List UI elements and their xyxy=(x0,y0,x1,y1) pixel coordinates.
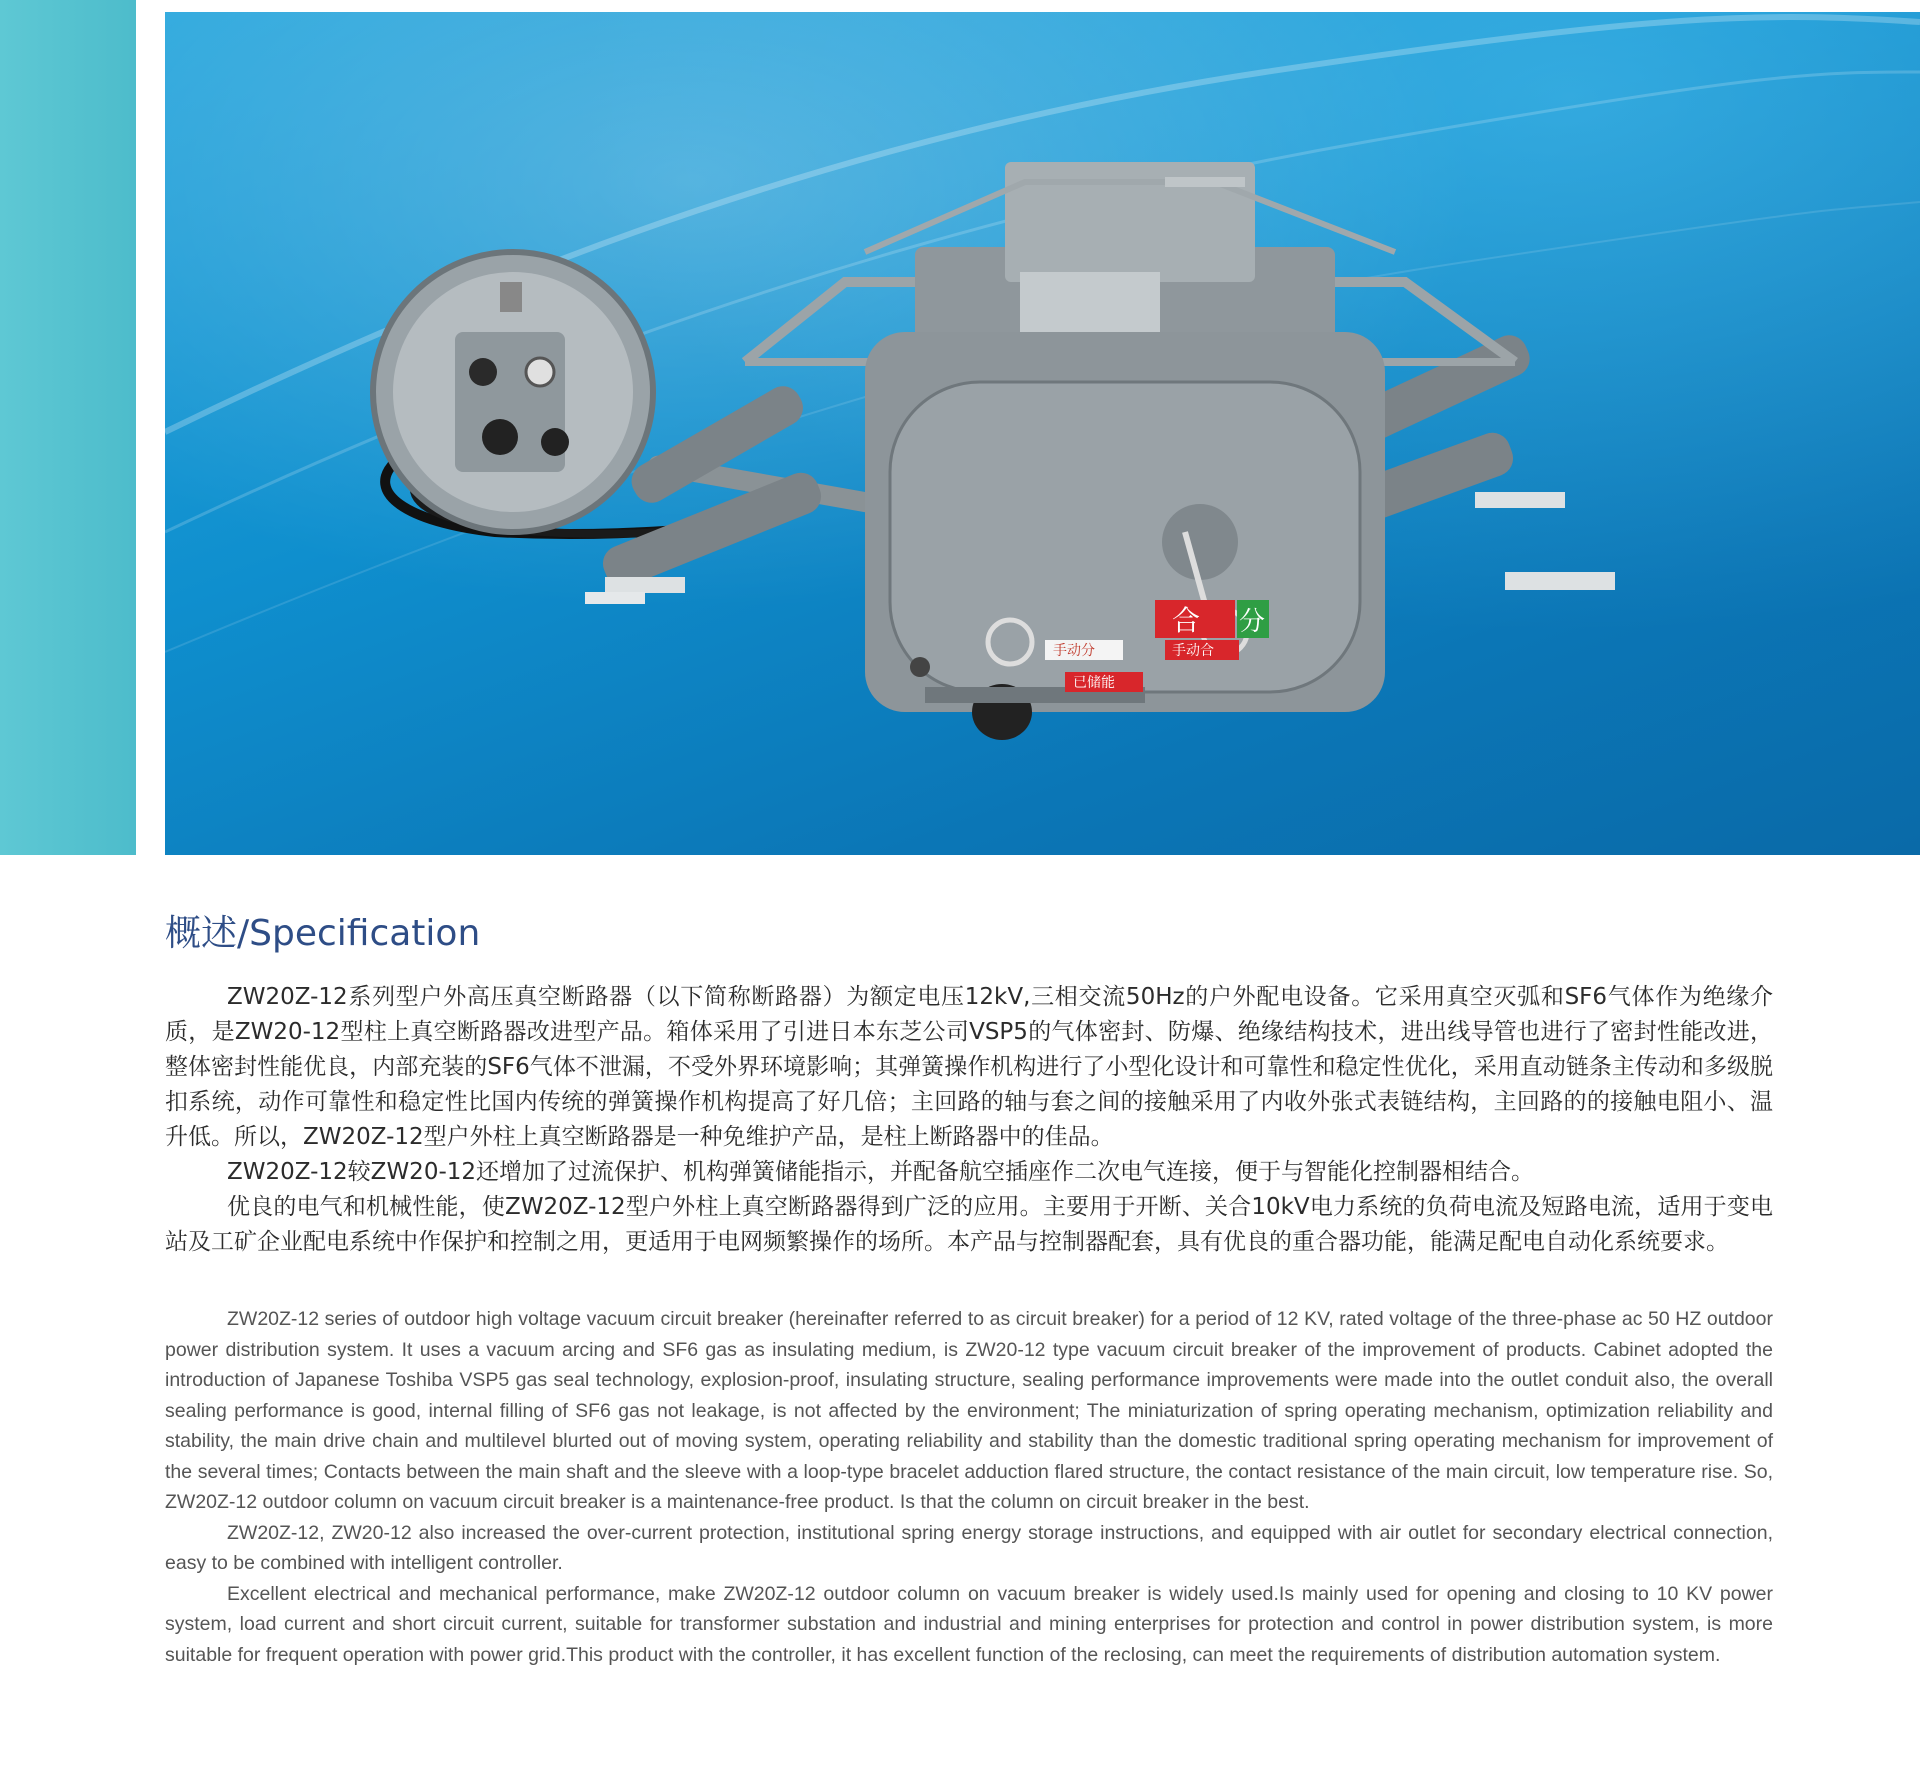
specification-section xyxy=(165,905,1773,1670)
zh-description xyxy=(165,980,1773,1260)
circuit-breaker-illustration xyxy=(165,12,1920,855)
side-accent-bar xyxy=(0,0,136,855)
close-indicator-label: 合 xyxy=(1172,604,1201,637)
en-paragraph-3: Excellent electrical and mechanical performance, make ZW20Z-12 outdoor column on vacuum breaker is widely used.Is mainly used for opening and closing to 10 KV power system, load current and short circuit current, suitable for transformer substation and industrial and mining enterprises for protection and control in power distribution system, is more suitable for frequent operation with power grid.This product with the controller, it has excellent function of the reclosing, can meet the requirements of distribution automation system. xyxy=(165,1582,1773,1666)
manual-open-label: 手动分 xyxy=(1053,643,1095,659)
en-paragraph-2: ZW20Z-12, ZW20-12 also increased the over-current protection, institutional spring energy storage instructions, and equipped with air outlet for secondary electrical connection, easy to be combined with intelligent controller. xyxy=(165,1521,1773,1574)
product-hero-image xyxy=(165,12,1920,855)
zh-paragraph-1: ZW20Z-12系列型户外高压真空断路器（以下简称断路器）为额定电压12kV,三相交流50Hz的户外配电设备。它采用真空灭弧和SF6气体作为绝缘介质，是ZW20-12型柱上真空断路器改进型产品。箱体采用了引进日本东芝公司VSP5的气体密封、防爆、绝缘结构技术，进出线导管也进行了密封性能改进，整体密封性能优良，内部充装的SF6气体不泄漏，不受外界环境影响；其弹簧操作机构进行了小型化设计和可靠性和稳定性优化，采用直动链条主传动和多级脱扣系统，动作可靠性和稳定性比国内传统的弹簧操作机构提高了好几倍；主回路的轴与套之间的接触采用了内收外张式表链结构，主回路的的接触电阻小、温升低。所以，ZW20Z-12型户外柱上真空断路器是一种免维护产品，是柱上断路器中的佳品。 xyxy=(165,984,1773,1150)
en-description xyxy=(165,1304,1773,1670)
zh-paragraph-3: 优良的电气和机械性能，使ZW20Z-12型户外柱上真空断路器得到广泛的应用。主要用于开断、关合10kV电力系统的负荷电流及短路电流，适用于变电站及工矿企业配电系统中作保护和控制之用，更适用于电网频繁操作的场所。本产品与控制器配套，具有优良的重合器功能，能满足配电自动化系统要求。 xyxy=(165,1194,1773,1255)
manual-close-label: 手动合 xyxy=(1172,643,1214,659)
en-paragraph-1: ZW20Z-12 series of outdoor high voltage vacuum circuit breaker (hereinafter referred to as circuit breaker) for a period of 12 KV, rated voltage of the three-phase ac 50 HZ outdoor power distribution system. It uses a vacuum arcing and SF6 gas as insulating medium, is ZW20-12 type vacuum circuit breaker of the improvement of products. Cabinet adopted the introduction of Japanese Toshiba VSP5 gas seal technology, explosion-proof, insulating structure, sealing performance improvements were made into the outlet conduit also, the overall sealing performance is good, internal filling of SF6 gas not leakage, is not affected by the environment; The miniaturization of spring operating mechanism, optimization reliability and stability, the main drive chain and multilevel blurted out of moving system, operating reliability and stability than the domestic traditional spring operating mechanism for improvement of the several times; Contacts between the main shaft and the sleeve with a loop-type bracelet adduction flared structure, the contact resistance of the main circuit, low temperature rise. So, ZW20Z-12 outdoor column on vacuum circuit breaker is a maintenance-free product. Is that the column on circuit breaker in the best. xyxy=(165,1308,1773,1513)
open-indicator-label: 分 xyxy=(1239,607,1266,637)
controller-unit xyxy=(373,252,786,534)
zh-paragraph-2: ZW20Z-12较ZW20-12还增加了过流保护、机构弹簧储能指示，并配备航空插座作二次电气连接，便于与智能化控制器相结合。 xyxy=(227,1159,1535,1185)
stored-energy-label: 已储能 xyxy=(1073,675,1115,691)
section-title: 概述/Specification xyxy=(165,913,481,954)
